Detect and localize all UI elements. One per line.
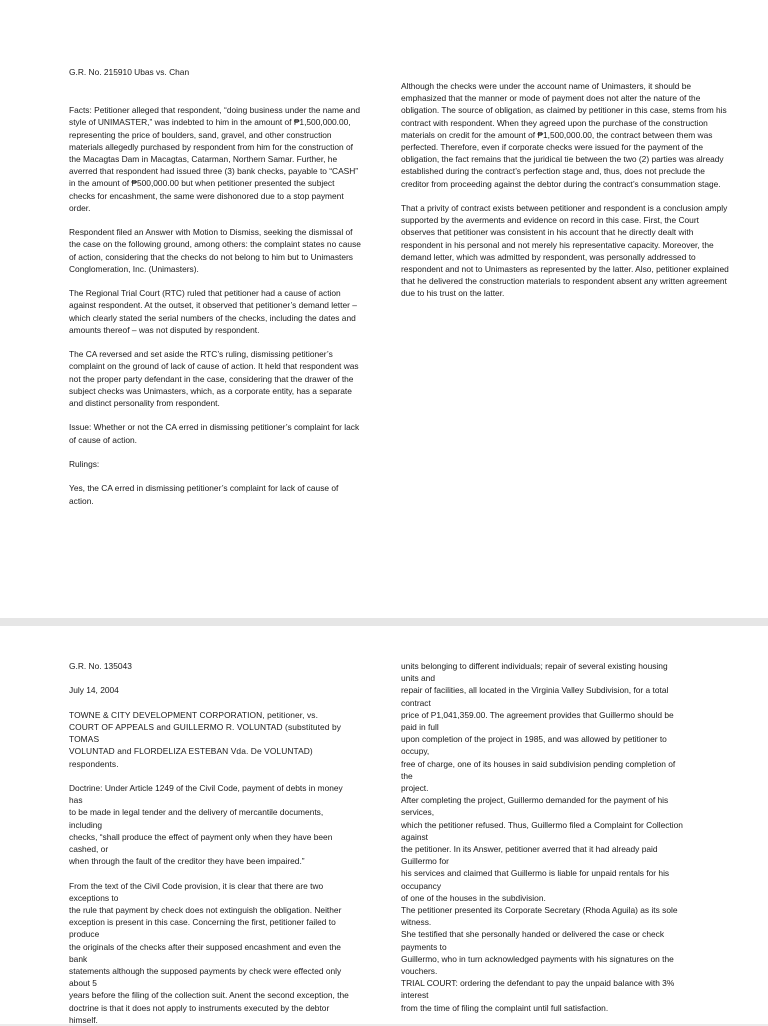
page2-right-column [401, 660, 717, 1014]
checks-paragraph: Although the checks were under the account name of Unimasters, it should be emphasized that the manner or mode of payment does not alter the nature of the obligation. The source of obligation, as claimed by petitioner in this case, stems from his contract with respondent. When they agreed upon the purchase of the construction materials on credit for the amount of ₱1,500,000.00, the contract between them was perfected. Therefore, even if corporate checks were issued for the payment of the obligation, the fact remains that the juridical tie between the two (2) parties was already established during the contract’s perfection stage and, thus, does not preclude the creditor from proceeding against the debtor during the contract’s consummation stage. [401, 81, 727, 189]
doctrine-paragraph: Doctrine: Under Article 1249 of the Civil Code, payment of debts in money has to be made in legal tender and the delivery of mercantile documents, including checks, “shall produce the effect of payment only when they have been cashed, or when through the fault of the creditor they have been impaired.” [69, 782, 343, 867]
privity-paragraph: That a privity of contract exists between petitioner and respondent is a conclusion amply supported by the averments and evidence on record in this case. First, the Court observes that petitioner was consistent in his account that he directly dealt with respondent in his personal and not merely his representative capacity. Moreover, the demand letter, which was admitted by respondent, was personally addressed to respondent and not to Unimasters as represented by the latter. Also, petitioner explained that he delivered the construction materials to respondent absent any written agreement due to his trust on the latter. [401, 203, 729, 299]
answer-paragraph: Respondent filed an Answer with Motion to Dismiss, seeking the dismissal of the case on the following ground, among others: the complaint states no cause of action, considering that the checks do not belong to him but to Unimasters Conglomeration, Inc. (Unimasters). [69, 227, 361, 274]
issue-paragraph: Issue: Whether or not the CA erred in dismissing petitioner’s complaint for lack of cause of action. [69, 422, 360, 445]
page-separator [0, 618, 768, 626]
page1-right-column [401, 80, 731, 312]
exceptions-paragraph: From the text of the Civil Code provision, it is clear that there are two exceptions to the rule that payment by check does not extinguish the obligation. Neither exception is present in this case. Concerning the first, petitioner failed to produce the originals of the checks after their supposed encashment and even the bank statements although the supposed payments by check were effected only about 5 years before the filing of the collection suit. Anent the second exception, the doctrine is that it does not apply to instruments executed by the debtor himself. [69, 880, 349, 1025]
page1-left-column [69, 66, 361, 519]
ruling-paragraph: Yes, the CA erred in dismissing petitioner’s complaint for lack of cause of action. [69, 483, 339, 506]
rtc-paragraph: The Regional Trial Court (RTC) ruled that petitioner had a cause of action against respondent. At the outset, it observed that petitioner’s demand letter – which clearly stated the serial numbers of the checks, including the dates and amounts thereof – was not disputed by respondent. [69, 288, 357, 335]
facts-paragraph: Facts: Petitioner alleged that respondent, “doing business under the name and style of UNIMASTER,” was indebted to him in the amount of ₱1,500,000.00, representing the price of boulders, sand, gravel, and other construction materials allegedly purchased by respondent from him for the construction of the Macagtas Dam in Macagtas, Catarman, Northern Samar. Further, he averred that respondent had issued three (3) bank checks, payable to “CASH” in the amount of ₱500,000.00 but when petitioner presented the subject checks for encashment, the same were dishonored due to a stop payment order. [69, 105, 360, 213]
decision-date: July 14, 2004 [69, 685, 119, 696]
gr-number: G.R. No. 135043 [69, 661, 132, 671]
case-title: G.R. No. 215910 Ubas vs. Chan [69, 67, 190, 77]
facts-continuation-paragraph: units belonging to different individuals; repair of several existing housing units and repair of facilities, all located in the Virginia Valley Subdivision, for a total contract price of P1,041,359.00. The agreement provides that Guillermo should be paid in full upon completion of the project in 1985, and was allowed by petitioner to occupy, free of charge, one of its houses in said subdivision pending completion of the project. After completing the project, Guillermo demanded for the payment of his services, which the petitioner refused. Thus, Guillermo filed a Complaint for Collection against the petitioner. In its Answer, petitioner averred that it had already paid Guillermo for his services and claimed that Guillermo is liable for unpaid rentals for his occupancy of one of the houses in the subdivision. The petitioner presented its Corporate Secretary (Rhoda Aguila) as its sole witness. She testified that she personally handed or delivered the case or check payments to Guillermo, who in turn acknowledged payments with his signatures on the vouchers. TRIAL COURT: ordering the defendant to pay the unpaid balance with 3% interest from the time of filing the complaint until full satisfaction. [401, 661, 683, 1013]
ca-paragraph: The CA reversed and set aside the RTC’s ruling, dismissing petitioner’s complaint on the ground of lack of cause of action. It held that respondent was not the proper party defendant in the case, considering that the drawer of the subject checks was Unimasters, which, as a corporate entity, has a separate and distinct personality from respondent. [69, 349, 359, 409]
rulings-label: Rulings: [69, 459, 100, 470]
parties-paragraph: TOWNE & CITY DEVELOPMENT CORPORATION, petitioner, vs. COURT OF APPEALS and GUILLERMO R. VOLUNTAD (substituted by TOMAS VOLUNTAD and FLORDELIZA ESTEBAN Vda. De VOLUNTAD) respondents. [69, 709, 342, 769]
page2-left-column [69, 660, 361, 1026]
